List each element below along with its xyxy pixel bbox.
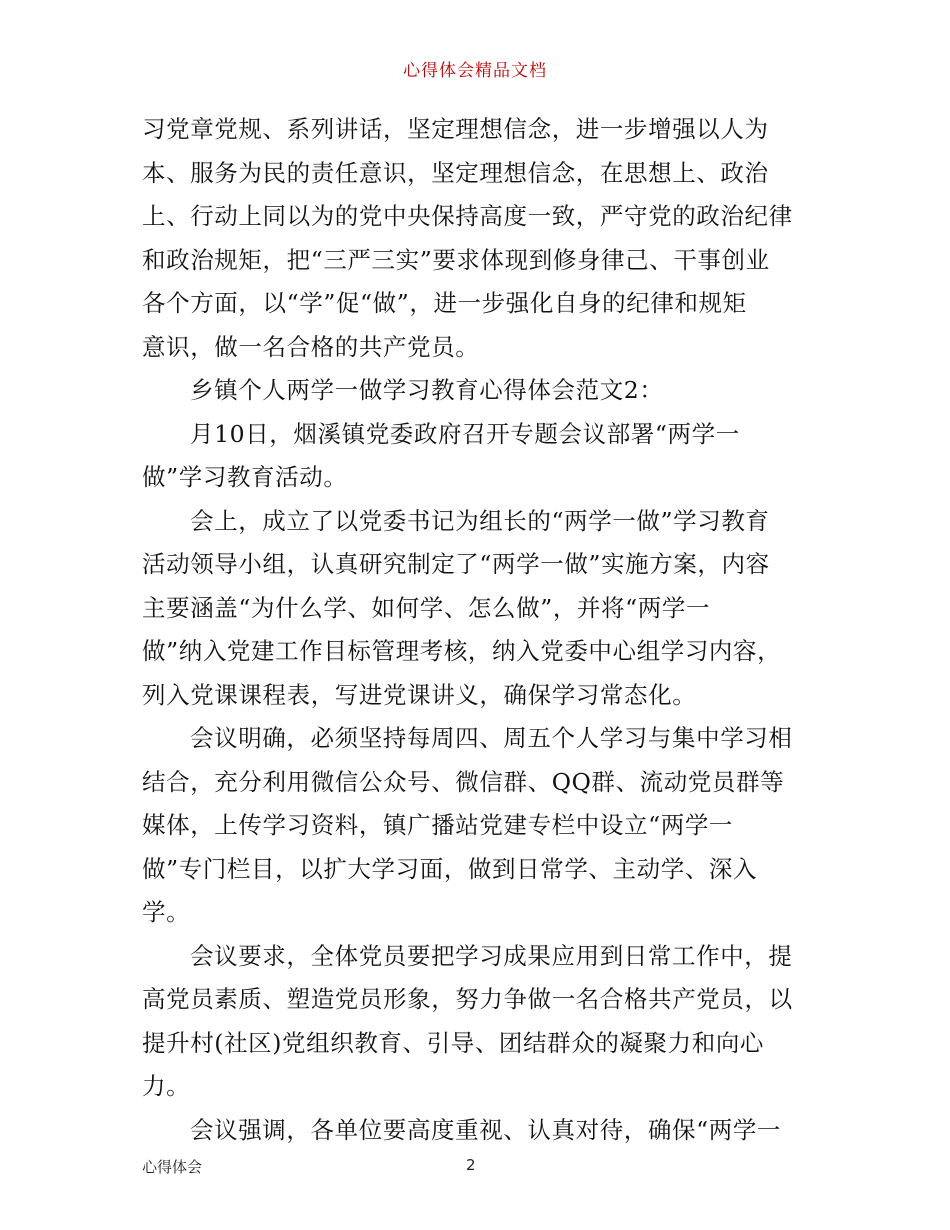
text-line: 提升村(社区)党组织教育、引导、团结群众的凝聚力和向心 bbox=[142, 1028, 765, 1057]
text-line: 学。 bbox=[142, 898, 191, 926]
text-line: 会上，成立了以党委书记为组长的“两学一做”学习教育 bbox=[190, 506, 770, 535]
text-line: 结合，充分利用微信公众号、微信群、QQ群、流动党员群等 bbox=[142, 767, 785, 796]
text-line: 主要涵盖“为什么学、如何学、怎么做”，并将“两学一 bbox=[142, 593, 711, 622]
text-line: 媒体，上传学习资料，镇广播站党建专栏中设立“两学一 bbox=[142, 811, 734, 839]
text-line: 高党员素质、塑造党员形象，努力争做一名合格共产党员，以 bbox=[142, 985, 793, 1013]
text-line: 做”纳入党建工作目标管理考核，纳入党委中心组学习内容， bbox=[142, 637, 782, 665]
text-line: 习党章党规、系列讲话，坚定理想信念，进一步增强以人为 bbox=[142, 115, 769, 143]
text-line: 会议明确，必须坚持每周四、周五个人学习与集中学习相 bbox=[190, 724, 793, 752]
text-line: 月10日，烟溪镇党委政府召开专题会议部署“两学一 bbox=[190, 419, 740, 448]
text-line: 活动领导小组，认真研究制定了“两学一做”实施方案，内容 bbox=[142, 550, 770, 578]
section-heading: 乡镇个人两学一做学习教育心得体会范文2： bbox=[190, 376, 664, 404]
text-line: 会议要求，全体党员要把学习成果应用到日常工作中，提 bbox=[190, 941, 793, 970]
text-line: 做”学习教育活动。 bbox=[142, 463, 348, 491]
text-line: 各个方面，以“学”促“做”，进一步强化自身的纪律和规矩 bbox=[142, 289, 747, 317]
document-body bbox=[142, 108, 814, 1152]
text-line: 和政治规矩，把“三严三实”要求体现到修身律己、干事创业 bbox=[142, 245, 770, 274]
text-line: 上、行动上同以为的党中央保持高度一致，严守党的政治纪律 bbox=[142, 202, 793, 230]
text-line: 本、服务为民的责任意识，坚定理想信念，在思想上、政治 bbox=[142, 158, 769, 187]
page-number: 2 bbox=[466, 1156, 476, 1174]
text-line: 做”专门栏目，以扩大学习面，做到日常学、主动学、深入 bbox=[142, 854, 758, 883]
text-line: 列入党课课程表，写进党课讲义，确保学习常态化。 bbox=[142, 680, 697, 709]
footer-label: 心得体会 bbox=[142, 1158, 203, 1176]
page-header-title: 心得体会精品文档 bbox=[403, 61, 547, 81]
text-line: 会议强调，各单位要高度重视、认真对待，确保“两学一 bbox=[190, 1115, 782, 1144]
text-line: 意识，做一名合格的共产党员。 bbox=[142, 332, 480, 361]
text-line: 力。 bbox=[142, 1072, 191, 1100]
